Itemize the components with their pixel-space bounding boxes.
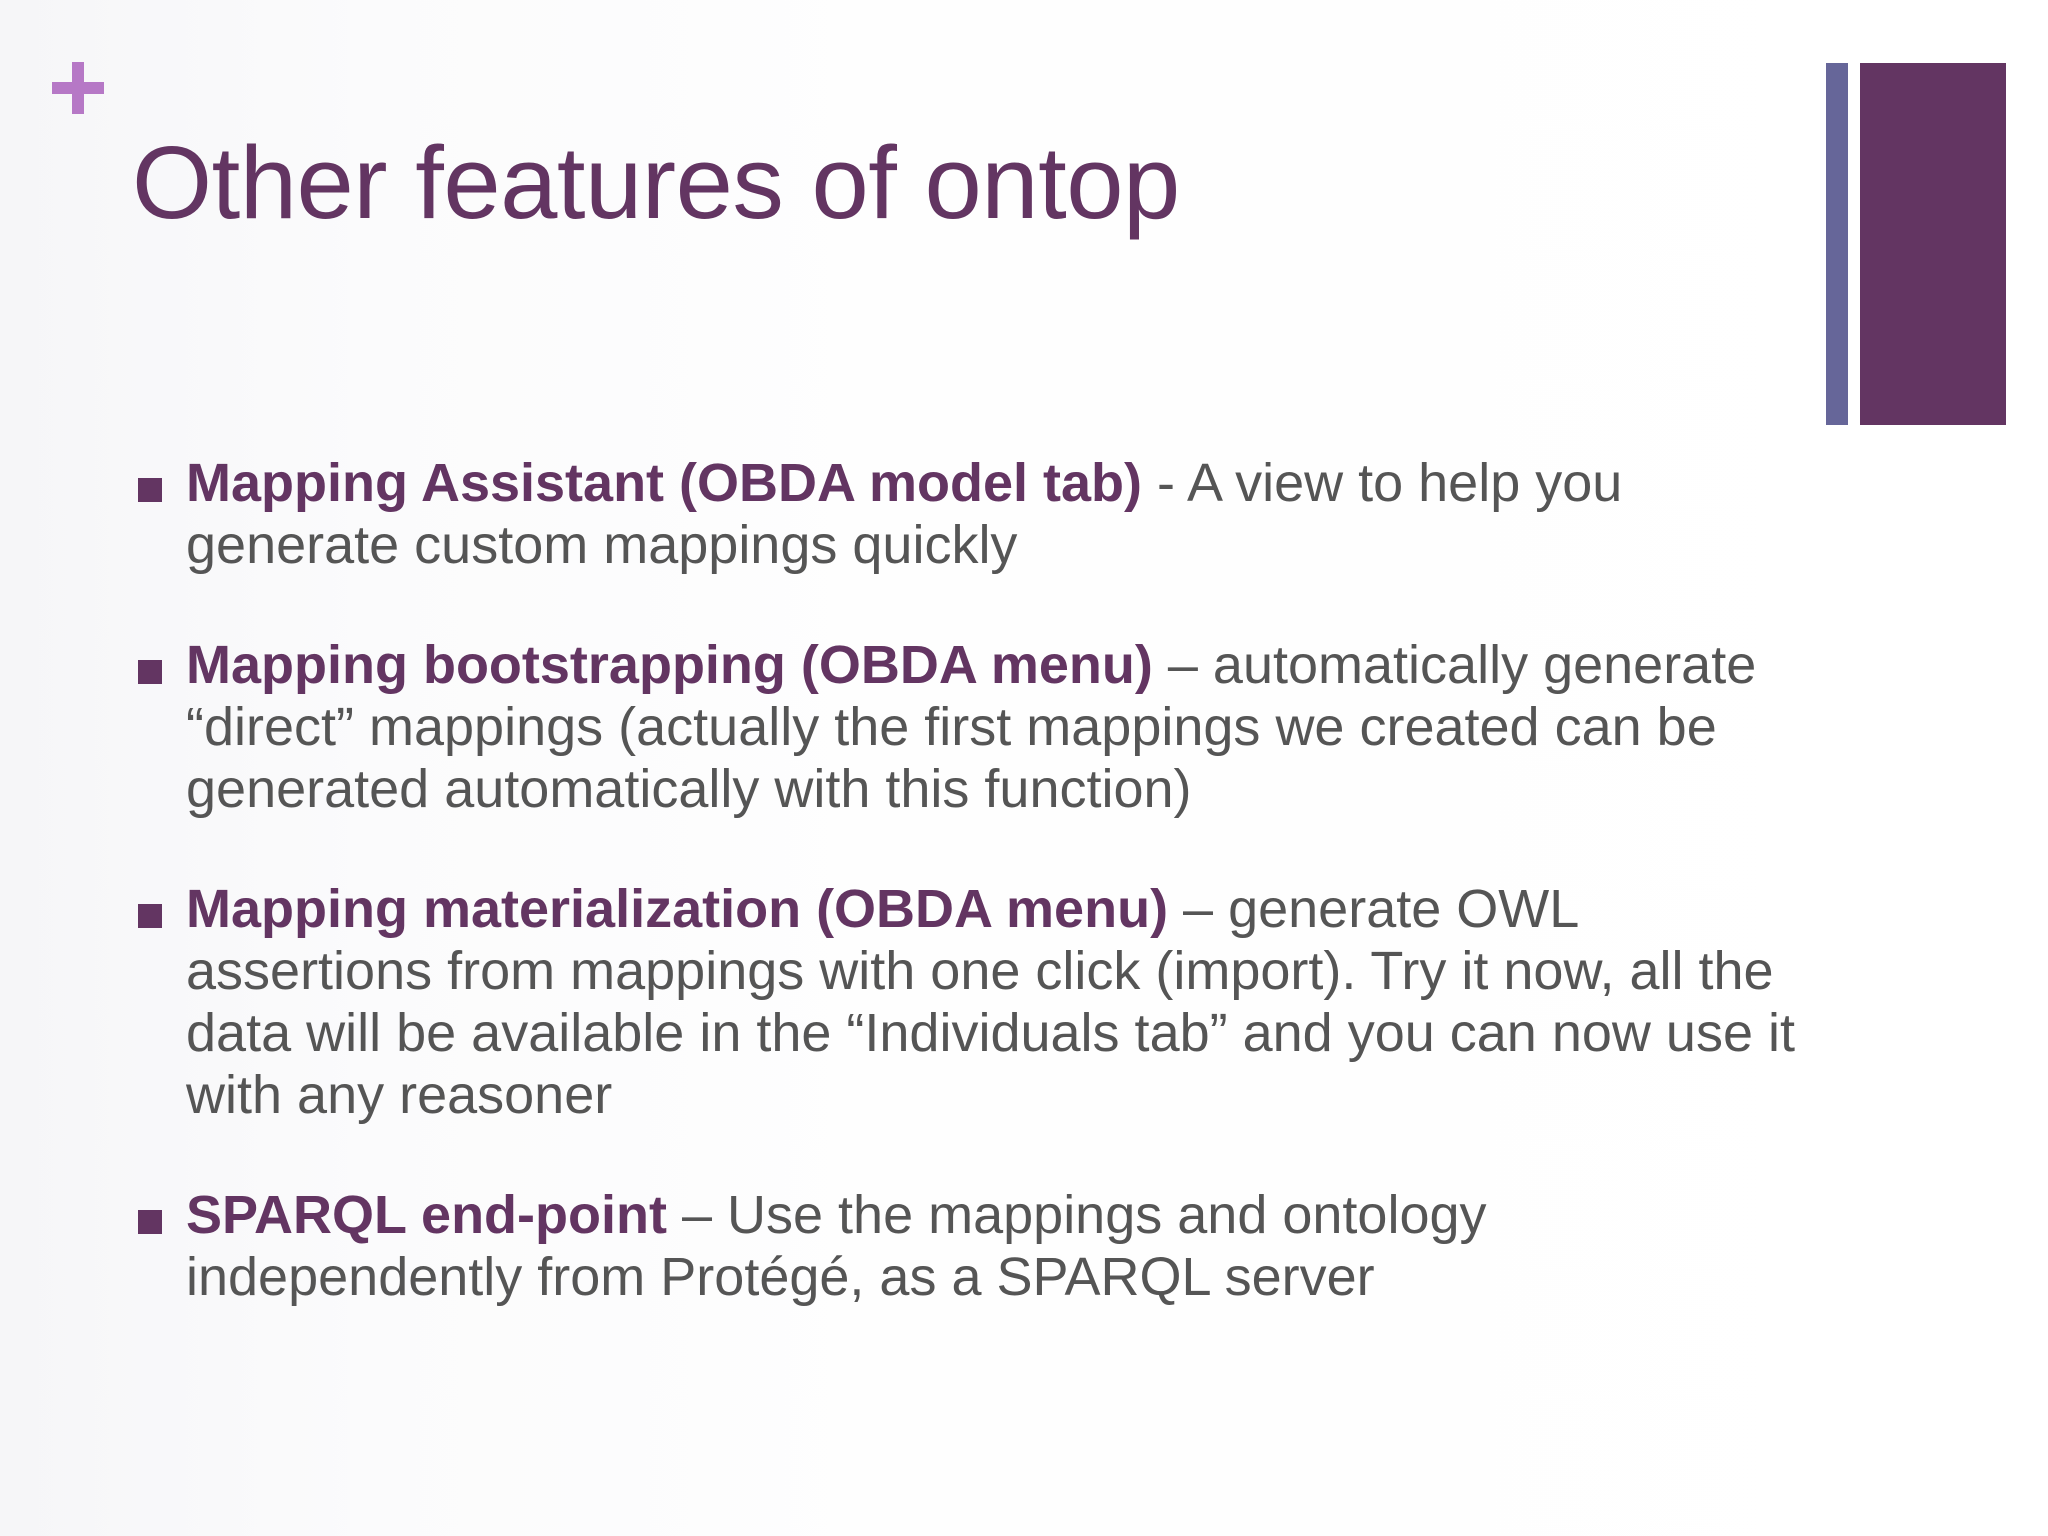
bullet-item xyxy=(138,878,1798,1126)
plus-icon-vertical xyxy=(72,62,84,114)
square-bullet-icon xyxy=(138,478,162,502)
bullet-lead: Mapping materialization (OBDA menu) xyxy=(186,879,1169,939)
decor-bar-thin xyxy=(1826,63,1848,425)
bullet-text: – automatically generate “direct” mappings (actually the first mappings we created can be generated automatically with this function) xyxy=(186,635,1757,819)
square-bullet-icon xyxy=(138,660,162,684)
slide-title: Other features of ontop xyxy=(132,125,1180,240)
square-bullet-icon xyxy=(138,1210,162,1234)
bullet-text: – generate OWL assertions from mappings with one click (import). Try it now, all the data will be available in the “Individuals tab” and you can now use it with any reasoner xyxy=(186,879,1795,1125)
bullet-list xyxy=(138,452,1798,1366)
bullet-text: - A view to help you generate custom mappings quickly xyxy=(186,453,1623,575)
bullet-item xyxy=(138,634,1798,820)
decor-bar-thick xyxy=(1860,63,2006,425)
plus-icon xyxy=(50,60,106,116)
bullet-lead: Mapping Assistant (OBDA model tab) xyxy=(186,453,1143,513)
bullet-lead: Mapping bootstrapping (OBDA menu) xyxy=(186,635,1153,695)
bullet-item xyxy=(138,452,1798,576)
square-bullet-icon xyxy=(138,904,162,928)
bullet-lead: SPARQL end-point xyxy=(186,1185,667,1245)
bullet-item xyxy=(138,1184,1798,1308)
bullet-text: – Use the mappings and ontology independently from Protégé, as a SPARQL server xyxy=(186,1185,1487,1307)
